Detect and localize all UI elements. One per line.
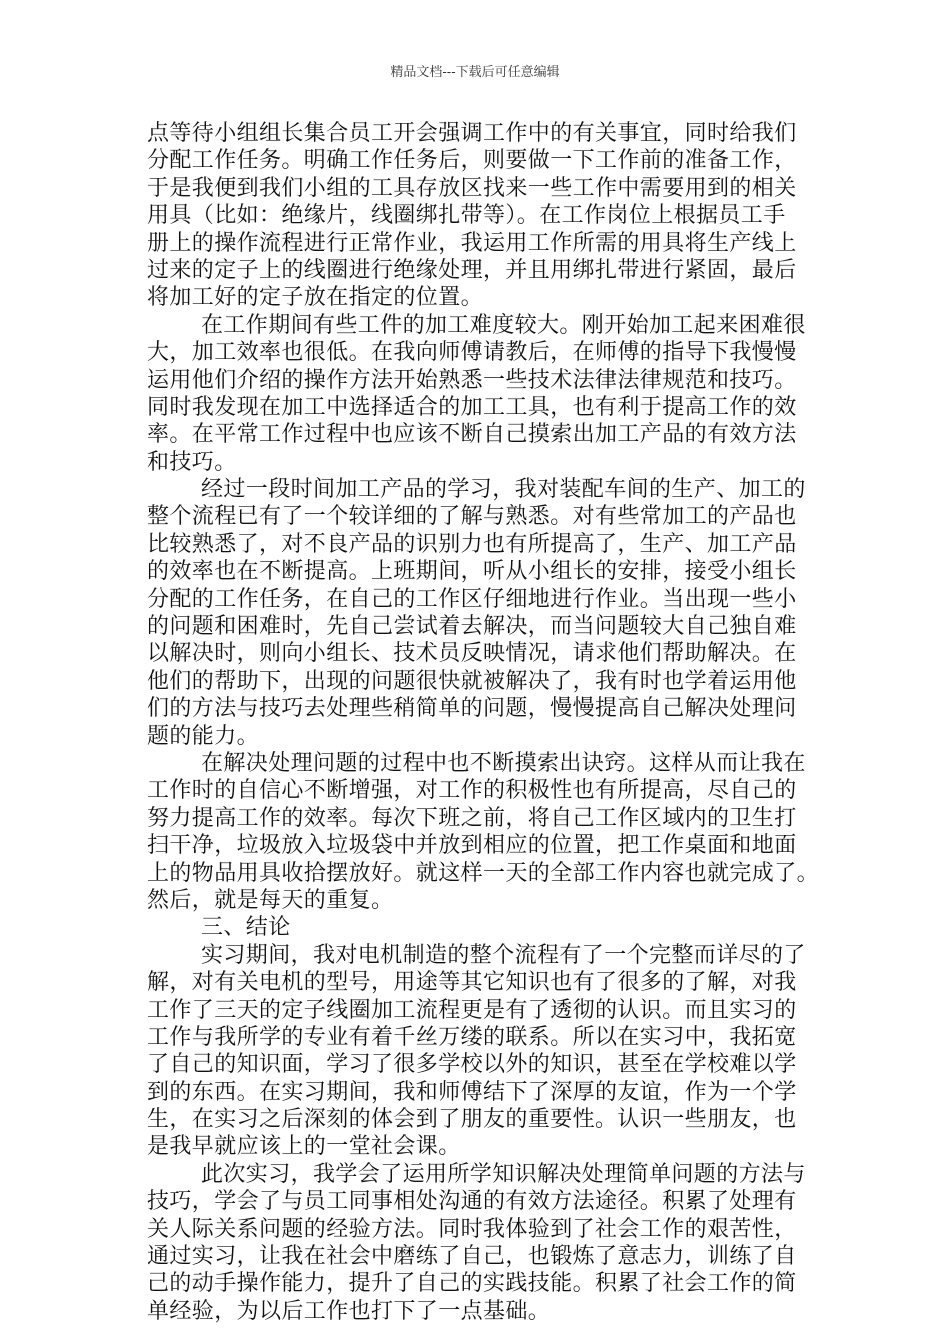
document-body: [147, 120, 827, 1325]
text-line: 在解决处理问题的过程中也不断摸索出诀窍。这样从而让我在: [201, 750, 806, 776]
text-line: 率。在平常工作过程中也应该不断自己摸索出加工产品的有效方法: [147, 422, 797, 448]
text-line: 分配工作任务。明确工作任务后，则要做一下工作前的准备工作，: [147, 148, 797, 174]
text-line: 们的方法与技巧去处理些稍简单的问题，慢慢提高自己解决处理问: [147, 696, 797, 722]
text-line: 通过实习，让我在社会中磨练了自己，也锻炼了意志力，训练了自: [147, 1244, 797, 1270]
text-line: 工作了三天的定子线圈加工流程更是有了透彻的认识。而且实习的: [147, 997, 797, 1023]
text-line: 在工作期间有些工件的加工难度较大。刚开始加工起来困难很: [201, 312, 806, 338]
text-line: 是我早就应该上的一堂社会课。: [147, 1134, 461, 1160]
text-line: 努力提高工作的效率。每次下班之前，将自己工作区域内的卫生打: [147, 805, 797, 831]
text-line: 工作时的自信心不断增强，对工作的积极性也有所提高，尽自己的: [147, 778, 797, 804]
page-header: 精品文档---下载后可任意编辑: [390, 65, 560, 80]
text-line: 于是我便到我们小组的工具存放区找来一些工作中需要用到的相关: [147, 175, 797, 201]
text-line: 到的东西。在实习期间，我和师傅结下了深厚的友谊，作为一个学: [147, 1079, 797, 1105]
text-line: 过来的定子上的线圈进行绝缘处理，并且用绑扎带进行紧固，最后: [147, 257, 797, 283]
text-line: 和技巧。: [147, 449, 237, 475]
text-line: 己的动手操作能力，提升了自己的实践技能。积累了社会工作的简: [147, 1271, 797, 1297]
text-line: 技巧，学会了与员工同事相处沟通的有效方法途径。积累了处理有: [147, 1189, 797, 1215]
text-line: 比较熟悉了，对不良产品的识别力也有所提高了，生产、加工产品: [147, 531, 797, 557]
text-line: 运用他们介绍的操作方法开始熟悉一些技术法律法律规范和技巧。: [147, 367, 797, 393]
text-line: 大，加工效率也很低。在我向师傅请教后，在师傅的指导下我慢慢: [147, 340, 797, 366]
text-line: 整个流程已有了一个较详细的了解与熟悉。对有些常加工的产品也: [147, 504, 797, 530]
text-line: 的效率也在不断提高。上班期间，听从小组长的安排，接受小组长: [147, 559, 797, 585]
text-line: 将加工好的定子放在指定的位置。: [147, 285, 484, 311]
text-line: 单经验，为以后工作也打下了一点基础。: [147, 1298, 551, 1324]
text-line: 然后，就是每天的重复。: [147, 887, 394, 913]
text-line: 用具（比如：绝缘片，线圈绑扎带等）。在工作岗位上根据员工手: [147, 203, 786, 229]
text-line: 三、结论: [201, 915, 291, 941]
text-line: 分配的工作任务，在自己的工作区仔细地进行作业。当出现一些小: [147, 586, 797, 612]
text-line: 关人际关系问题的经验方法。同时我体验到了社会工作的艰苦性，: [147, 1216, 797, 1242]
text-line: 工作与我所学的专业有着千丝万缕的联系。所以在实习中，我拓宽: [147, 1024, 797, 1050]
text-line: 实习期间，我对电机制造的整个流程有了一个完整而详尽的了: [201, 942, 806, 968]
text-line: 同时我发现在加工中选择适合的加工工具，也有利于提高工作的效: [147, 394, 797, 420]
text-line: 了自己的知识面，学习了很多学校以外的知识，甚至在学校难以学: [147, 1052, 797, 1078]
text-line: 经过一段时间加工产品的学习，我对装配车间的生产、加工的: [201, 477, 806, 503]
text-line: 的问题和困难时，先自己尝试着去解决，而当问题较大自己独自难: [147, 614, 797, 640]
text-line: 他们的帮助下，出现的问题很快就被解决了，我有时也学着运用他: [147, 668, 797, 694]
text-line: 题的能力。: [147, 723, 260, 749]
text-line: 扫干净，垃圾放入垃圾袋中并放到相应的位置，把工作桌面和地面: [147, 833, 797, 859]
text-line: 生，在实习之后深刻的体会到了朋友的重要性。认识一些朋友，也: [147, 1107, 797, 1133]
text-line: 以解决时，则向小组长、技术员反映情况，请求他们帮助解决。在: [147, 641, 797, 667]
text-line: 册上的操作流程进行正常作业，我运用工作所需的用具将生产线上: [147, 230, 797, 256]
text-line: 解，对有关电机的型号，用途等其它知识也有了很多的了解，对我: [147, 970, 797, 996]
text-line: 上的物品用具收拾摆放好。就这样一天的全部工作内容也就完成了。: [147, 860, 820, 886]
text-line: 此次实习，我学会了运用所学知识解决处理简单问题的方法与: [201, 1161, 806, 1187]
text-line: 点等待小组组长集合员工开会强调工作中的有关事宜，同时给我们: [147, 121, 797, 146]
